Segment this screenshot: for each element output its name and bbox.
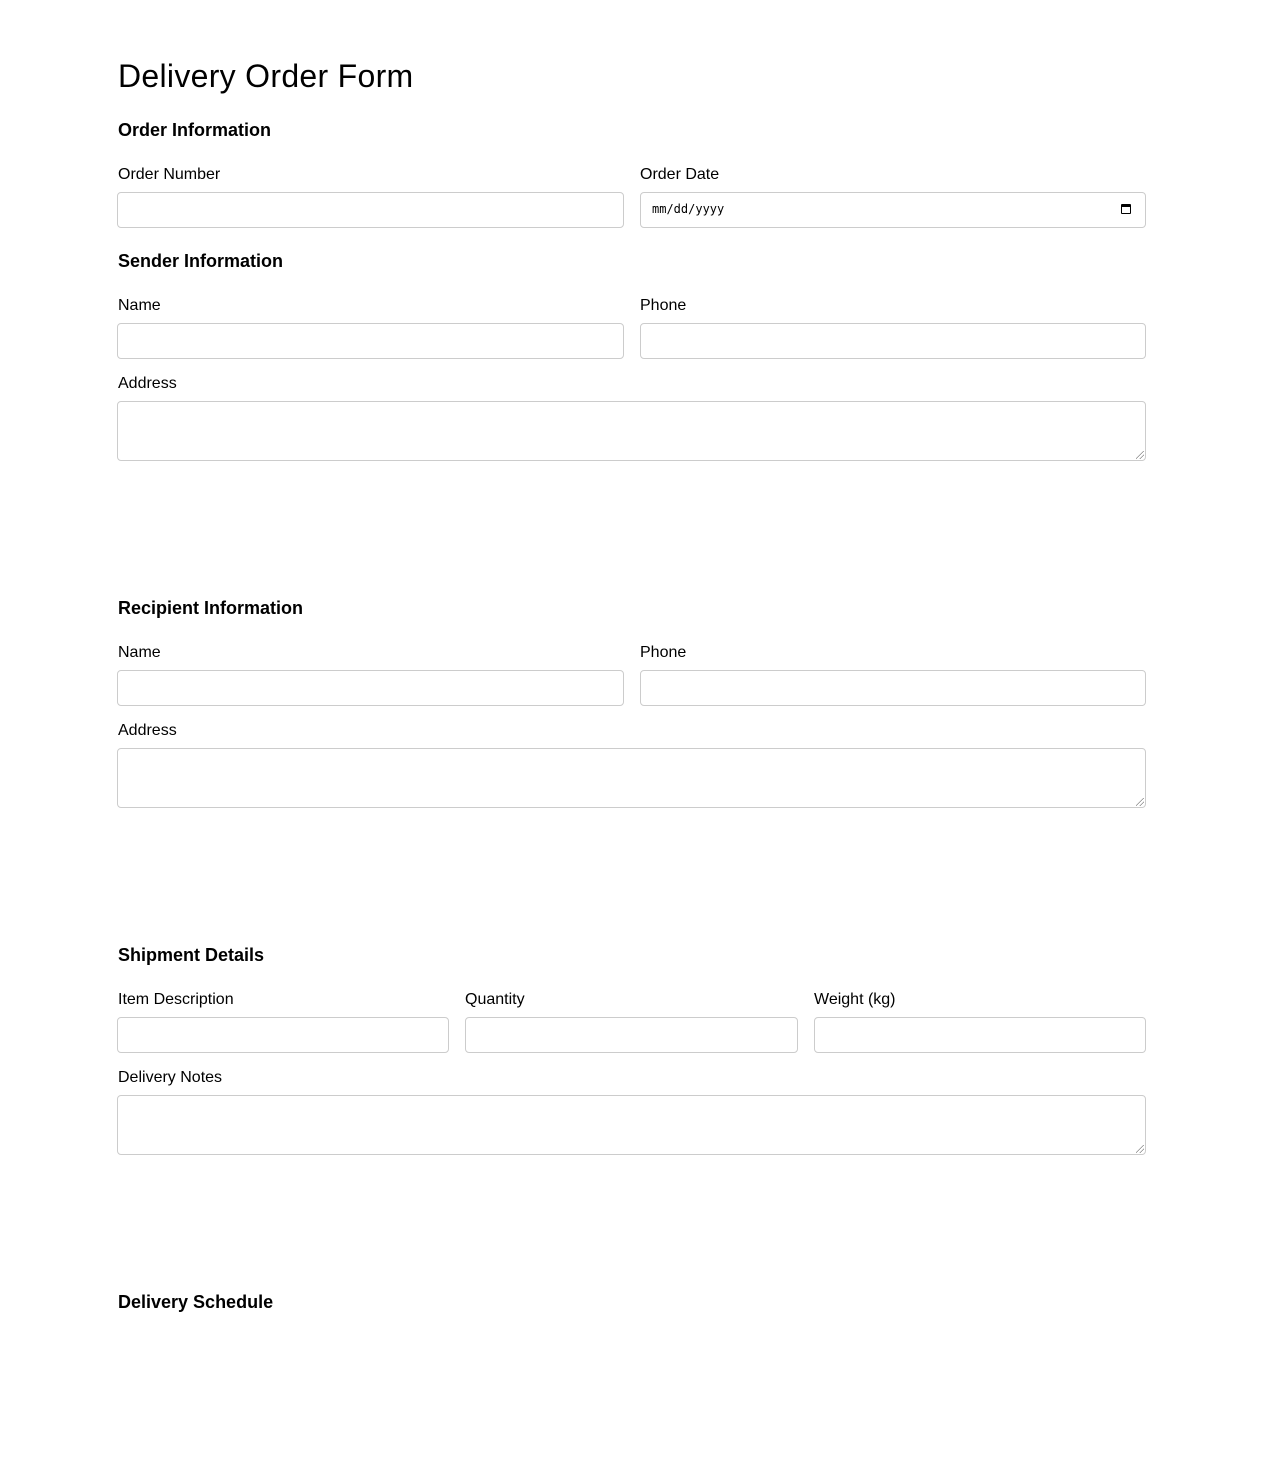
- date-placeholder: mm/dd/yyyy: [652, 202, 725, 216]
- sender-phone-label: Phone: [640, 297, 687, 314]
- order-date-label: Order Date: [640, 166, 720, 183]
- calendar-icon[interactable]: [1121, 204, 1131, 214]
- recipient-address-textarea[interactable]: [117, 748, 1146, 808]
- delivery-notes-label: Delivery Notes: [118, 1069, 223, 1086]
- page-title: Delivery Order Form: [118, 58, 414, 94]
- section-heading: Order Information: [118, 120, 272, 140]
- quantity-input[interactable]: [465, 1017, 798, 1053]
- section-heading: Recipient Information: [118, 598, 304, 618]
- section-heading: Delivery Schedule: [118, 1292, 274, 1312]
- resize-handle-icon[interactable]: [1136, 1145, 1144, 1153]
- sender-phone-input[interactable]: [640, 323, 1146, 359]
- order-date-input[interactable]: [640, 192, 1146, 228]
- weight-input[interactable]: [814, 1017, 1146, 1053]
- recipient-address-label: Address: [118, 722, 177, 739]
- recipient-name-input[interactable]: [117, 670, 624, 706]
- sender-name-input[interactable]: [117, 323, 624, 359]
- quantity-label: Quantity: [465, 991, 525, 1008]
- order-number-label: Order Number: [118, 166, 221, 183]
- sender-address-textarea[interactable]: [117, 401, 1146, 461]
- sender-address-label: Address: [118, 375, 177, 392]
- sender-name-label: Name: [118, 297, 161, 314]
- section-heading: Shipment Details: [118, 945, 265, 965]
- section-heading: Sender Information: [118, 251, 284, 271]
- recipient-phone-label: Phone: [640, 644, 687, 661]
- delivery-notes-textarea[interactable]: [117, 1095, 1146, 1155]
- recipient-name-label: Name: [118, 644, 161, 661]
- recipient-phone-input[interactable]: [640, 670, 1146, 706]
- weight-label: Weight (kg): [814, 991, 896, 1008]
- item-description-input[interactable]: [117, 1017, 449, 1053]
- resize-handle-icon[interactable]: [1136, 798, 1144, 806]
- resize-handle-icon[interactable]: [1136, 451, 1144, 459]
- item-description-label: Item Description: [118, 991, 234, 1008]
- order-number-input[interactable]: [117, 192, 624, 228]
